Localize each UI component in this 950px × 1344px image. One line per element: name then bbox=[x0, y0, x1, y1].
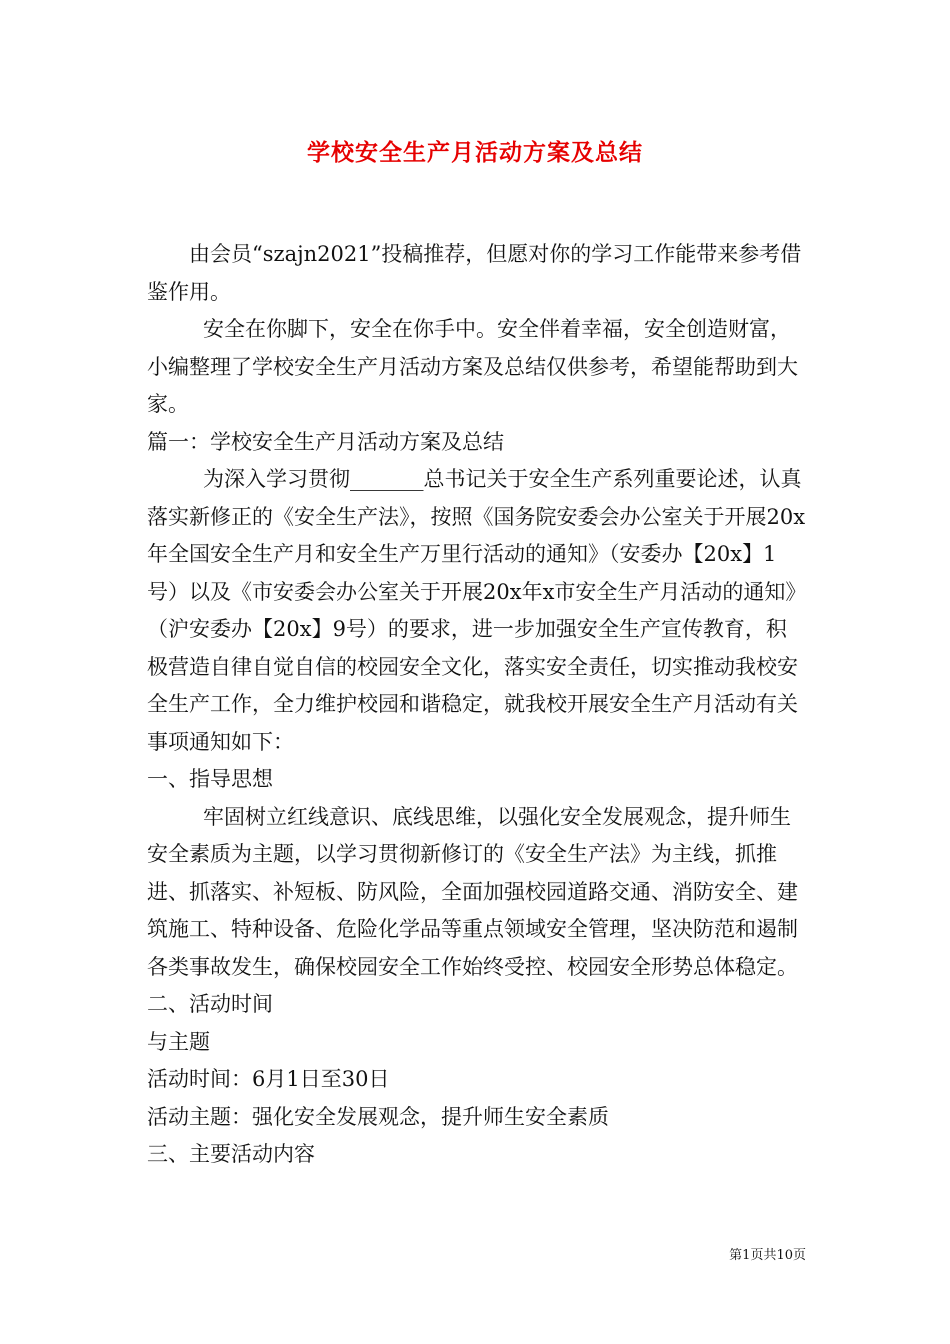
section-heading: 三、主要活动内容 bbox=[147, 1142, 315, 1166]
section-heading: 二、活动时间 bbox=[147, 992, 273, 1016]
summary-paragraph: 安全在你脚下，安全在你手中。安全伴着幸福，安全创造财富，小编整理了学校安全生产月活动方案及总结仅供参考，希望能帮助到大家。 bbox=[147, 317, 798, 416]
activity-theme-line: 活动主题：强化安全发展观念，提升师生安全素质 bbox=[147, 1104, 609, 1129]
guiding-paragraph: 牢固树立红线意识、底线思维，以强化安全发展观念，提升师生安全素质为主题，以学习贯彻新修订的《安全生产法》为主线，抓推进、抓落实、补短板、防风险，全面加强校园道路交通、消防安全、建筑施工、特种设备、危险化学品等重点领域安全管理，坚决防范和遏制各类事故发生，确保校园安全工作始终受控、校园安全形势总体稳定。 bbox=[147, 804, 798, 979]
text-line: 与主题 bbox=[147, 1029, 210, 1054]
intro-paragraph: 由会员“szajn2021”投稿推荐，但愿对你的学习工作能带来参考借鉴作用。 bbox=[147, 242, 802, 304]
notice-paragraph: 为深入学习贯彻_______总书记关于安全生产系列重要论述，认真落实新修正的《安全生产法》，按照《国务院安委会办公室关于开展20x年全国安全生产月和安全生产万里行活动的通知》（安委办【20x】1号）以及《市安委会办公室关于开展20x年x市安全生产月活动的通知》（沪安委办【20x】9号）的要求，进一步加强安全生产宣传教育，积极营造自律自觉自信的校园安全文化，落实安全责任，切实推动我校安全生产工作，全力维护校园和谐稳定，就我校开展安全生产月活动有关事项通知如下： bbox=[147, 467, 807, 754]
document-body bbox=[147, 236, 807, 1174]
page-number: 第1页共10页 bbox=[729, 1248, 806, 1263]
section-heading: 篇一：学校安全生产月活动方案及总结 bbox=[147, 429, 504, 454]
document-title: 学校安全生产月活动方案及总结 bbox=[307, 140, 643, 166]
activity-time-line: 活动时间：6月1日至30日 bbox=[147, 1067, 390, 1091]
section-heading: 一、指导思想 bbox=[147, 767, 273, 791]
